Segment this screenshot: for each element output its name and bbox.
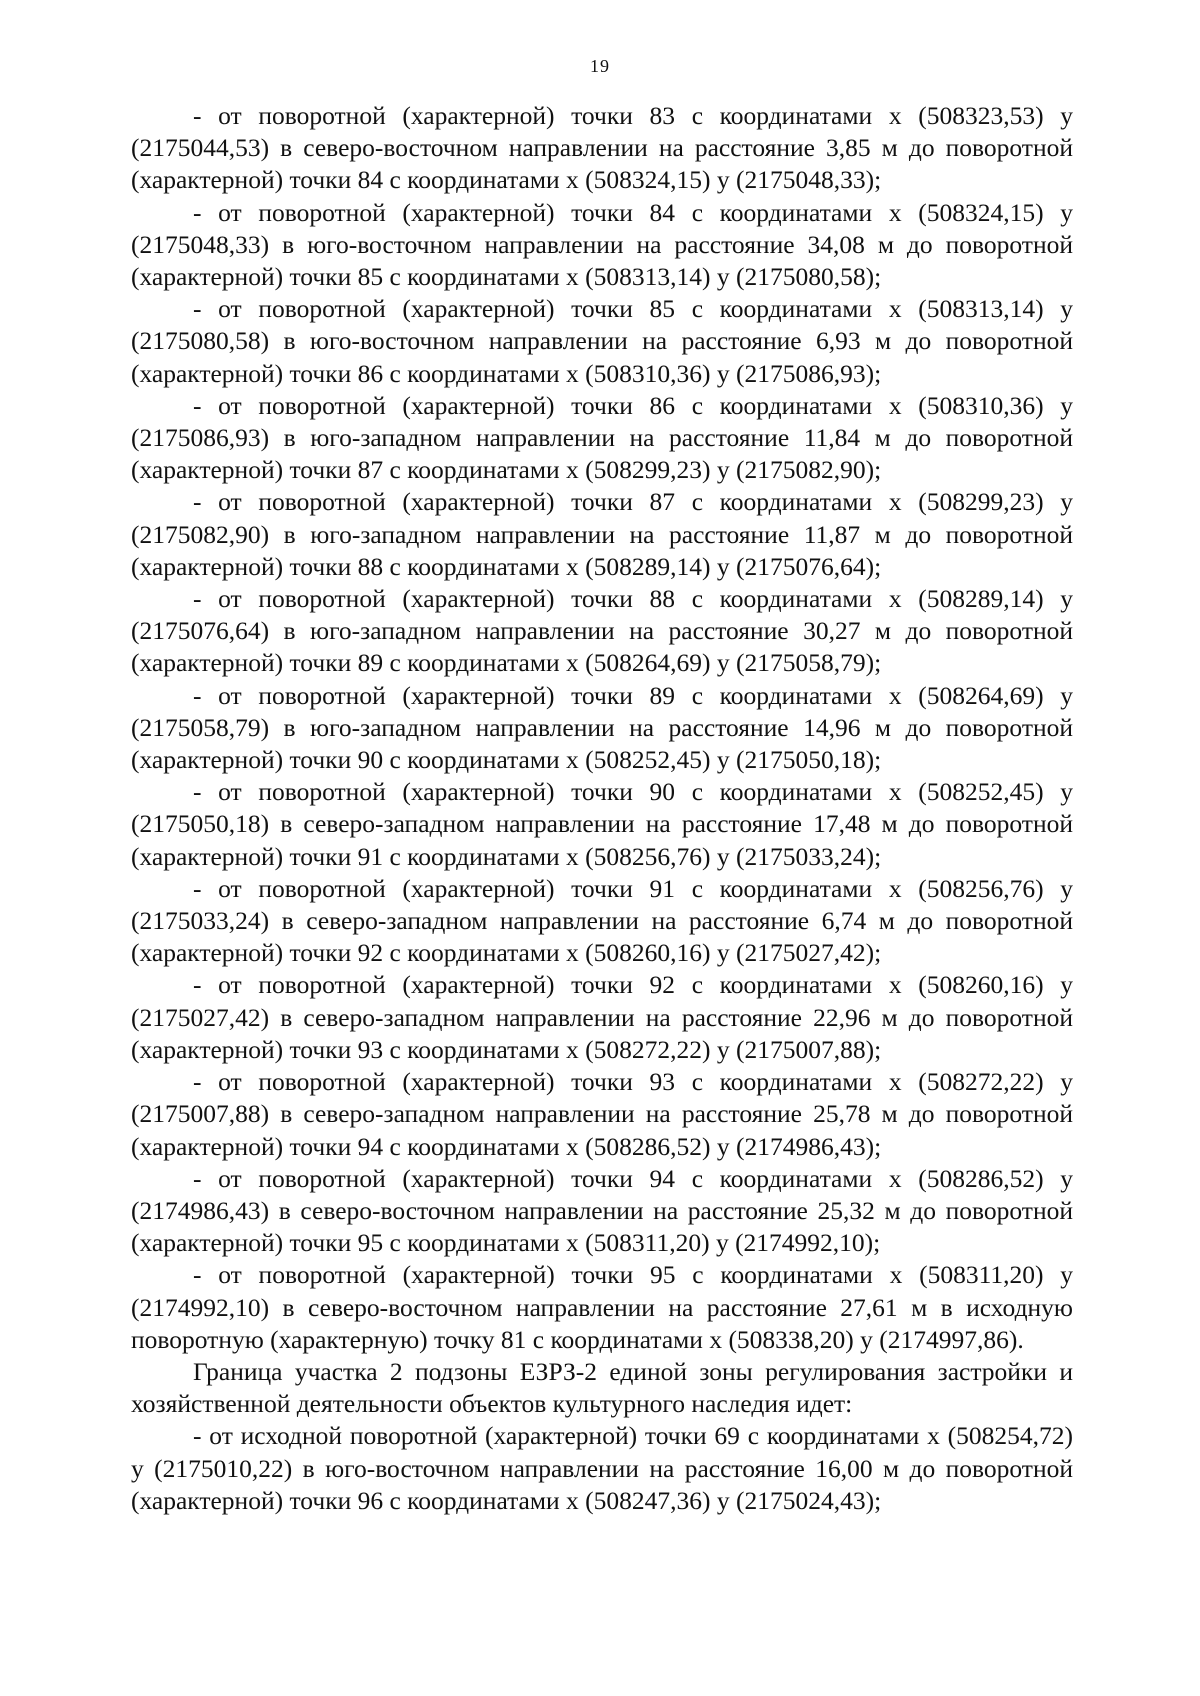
paragraph-point-88-89: - от поворотной (характерной) точки 88 с координатами x (508289,14) y (2175076,64) в юго-западном направлении на расстояние 30,27 м до поворотной (характерной) точки 89 с координатами x (508264,69) y (2175058,79); xyxy=(131,584,1073,678)
paragraph-point-93-94: - от поворотной (характерной) точки 93 с координатами x (508272,22) y (2175007,88) в северо-западном направлении на расстояние 25,78 м до поворотной (характерной) точки 94 с координатами x (508286,52) y (2174986,43); xyxy=(131,1067,1073,1161)
paragraph-point-69-96: - от исходной поворотной (характерной) точки 69 с координатами x (508254,72) y (2175010,22) в юго-восточном направлении на расстояние 16,00 м до поворотной (характерной) точки 96 с координатами x (508247,36) y (2175024,43); xyxy=(131,1421,1073,1515)
paragraph-point-83-84: - от поворотной (характерной) точки 83 с координатами x (508323,53) y (2175044,53) в северо-восточном направлении на расстояние 3,85 м до поворотной (характерной) точки 84 с координатами x (508324,15) y (2175048,33); xyxy=(131,101,1073,195)
paragraph-point-85-86: - от поворотной (характерной) точки 85 с координатами x (508313,14) y (2175080,58) в юго-восточном направлении на расстояние 6,93 м до поворотной (характерной) точки 86 с координатами x (508310,36) y (2175086,93); xyxy=(131,294,1073,388)
paragraph-point-84-85: - от поворотной (характерной) точки 84 с координатами x (508324,15) y (2175048,33) в юго-восточном направлении на расстояние 34,08 м до поворотной (характерной) точки 85 с координатами x (508313,14) y (2175080,58); xyxy=(131,197,1073,292)
paragraph-point-92-93: - от поворотной (характерной) точки 92 с координатами x (508260,16) y (2175027,42) в северо-западном направлении на расстояние 22,96 м до поворотной (характерной) точки 93 с координатами x (508272,22) y (2175007,88); xyxy=(131,970,1073,1064)
paragraph-point-91-92: - от поворотной (характерной) точки 91 с координатами x (508256,76) y (2175033,24) в северо-западном направлении на расстояние 6,74 м до поворотной (характерной) точки 92 с координатами x (508260,16) y (2175027,42); xyxy=(131,873,1073,968)
paragraph-section-heading: Граница участка 2 подзоны ЕЗРЗ-2 единой зоны регулирования застройки и хозяйственной деятельности объектов культурного наследия идет: xyxy=(131,1356,1073,1419)
page-number: 19 xyxy=(590,56,610,76)
paragraph-point-87-88: - от поворотной (характерной) точки 87 с координатами x (508299,23) y (2175082,90) в юго-западном направлении на расстояние 11,87 м до поворотной (характерной) точки 88 с координатами x (508289,14) y (2175076,64); xyxy=(131,487,1073,581)
paragraph-point-86-87: - от поворотной (характерной) точки 86 с координатами x (508310,36) y (2175086,93) в юго-западном направлении на расстояние 11,84 м до поворотной (характерной) точки 87 с координатами x (508299,23) y (2175082,90); xyxy=(131,390,1073,485)
document-body xyxy=(131,100,1073,1517)
paragraph-point-94-95: - от поворотной (характерной) точки 94 с координатами x (508286,52) y (2174986,43) в северо-восточном направлении на расстояние 25,32 м до поворотной (характерной) точки 95 с координатами x (508311,20) y (2174992,10); xyxy=(131,1163,1073,1258)
paragraph-point-95-81: - от поворотной (характерной) точки 95 с координатами x (508311,20) y (2174992,10) в северо-восточном направлении на расстояние 27,61 м в исходную поворотную (характерную) точку 81 с координатами x (508338,20) y (2174997,86). xyxy=(131,1260,1073,1354)
paragraph-point-90-91: - от поворотной (характерной) точки 90 с координатами x (508252,45) y (2175050,18) в северо-западном направлении на расстояние 17,48 м до поворотной (характерной) точки 91 с координатами x (508256,76) y (2175033,24); xyxy=(131,777,1073,871)
paragraph-point-89-90: - от поворотной (характерной) точки 89 с координатами x (508264,69) y (2175058,79) в юго-западном направлении на расстояние 14,96 м до поворотной (характерной) точки 90 с координатами x (508252,45) y (2175050,18); xyxy=(131,680,1073,775)
